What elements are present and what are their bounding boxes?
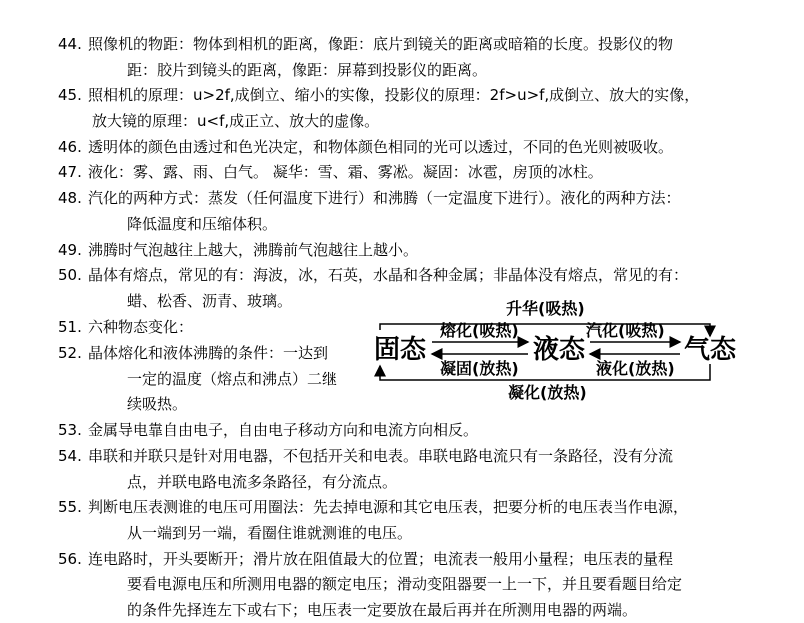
item-text-continued: 要看电源电压和所测用电器的额定电压；滑动变阻器要一上一下，并且要看题目给定 bbox=[127, 575, 683, 593]
item-number: 46. bbox=[58, 138, 82, 156]
item-text: 判断电压表测谁的电压可用圈法：先去掉电源和其它电压表，把要分析的电压表当作电源， bbox=[88, 498, 689, 516]
item-number: 44. bbox=[58, 35, 82, 53]
item-text: 照像机的物距：物体到相机的距离，像距：底片到镜关的距离或暗箱的长度。投影仪的物 bbox=[88, 35, 674, 53]
item-text: 串联和并联只是针对用电器，不包括开关和电表。串联电路电流只有一条路径，没有分流 bbox=[88, 447, 674, 465]
list-item-47 bbox=[58, 159, 603, 185]
deposition-label: 凝化(放热) bbox=[508, 383, 587, 402]
liquid-state-label: 液态 bbox=[533, 335, 586, 365]
item-number: 55. bbox=[58, 498, 82, 516]
item-number: 52. bbox=[58, 344, 82, 362]
list-item-48 bbox=[58, 185, 681, 211]
item-text: 照相机的原理：u>2f,成倒立、缩小的实像，投影仪的原理：2f>u>f,成倒立、放大的实像， bbox=[88, 86, 700, 104]
list-item-56 bbox=[58, 546, 673, 572]
list-item-54 bbox=[58, 443, 673, 469]
list-item-46 bbox=[58, 134, 673, 160]
item-number: 45. bbox=[58, 86, 82, 104]
phase-change-diagram bbox=[368, 292, 744, 404]
liquefaction-label: 液化(放热) bbox=[596, 359, 675, 378]
item-text: 六种物态变化： bbox=[88, 318, 194, 336]
sublimation-label: 升华(吸热) bbox=[506, 299, 585, 318]
item-text-continued: 降低温度和压缩体积。 bbox=[127, 215, 278, 233]
vaporization-label: 汽化(吸热) bbox=[586, 321, 665, 340]
item-text-continued: 从一端到另一端，看圈住谁就测谁的电压。 bbox=[127, 524, 413, 542]
item-number: 56. bbox=[58, 550, 82, 568]
item-text: 晶体有熔点，常见的有：海波，冰，石英，水晶和各种金属；非晶体没有熔点，常见的有： bbox=[88, 266, 689, 284]
gas-state-label: 气态 bbox=[684, 335, 737, 365]
list-item-45 bbox=[58, 82, 699, 108]
item-text-continued: 距：胶片到镜头的距离，像距：屏幕到投影仪的距离。 bbox=[127, 61, 488, 79]
item-text-continued: 一定的温度（熔点和沸点）二继 bbox=[127, 370, 338, 388]
item-text-continued: 放大镜的原理：u<f,成正立、放大的虚像。 bbox=[92, 112, 380, 130]
item-number: 53. bbox=[58, 421, 82, 439]
item-text: 金属导电靠自由电子，自由电子移动方向和电流方向相反。 bbox=[88, 421, 479, 439]
item-number: 48. bbox=[58, 189, 82, 207]
freezing-label: 凝固(放热) bbox=[440, 359, 519, 378]
solid-state-label: 固态 bbox=[374, 335, 427, 365]
item-text: 汽化的两种方式：蒸发（任何温度下进行）和沸腾（一定温度下进行）。液化的两种方法： bbox=[88, 189, 681, 207]
list-item-51 bbox=[58, 314, 193, 340]
item-text: 液化：雾、露、雨、白气。 凝华：雪、霜、雾凇。凝固：冰雹，房顶的冰柱。 bbox=[88, 163, 603, 181]
list-item-52 bbox=[58, 340, 328, 366]
item-number: 50. bbox=[58, 266, 82, 284]
item-text-continued: 点，并联电路电流多条路径，有分流点。 bbox=[127, 473, 398, 491]
item-number: 47. bbox=[58, 163, 82, 181]
list-item-53 bbox=[58, 417, 478, 443]
list-item-49 bbox=[58, 237, 418, 263]
list-item-44 bbox=[58, 31, 673, 57]
list-item-50 bbox=[58, 262, 688, 288]
item-text-continued: 蜡、松香、沥青、玻璃。 bbox=[127, 292, 293, 310]
item-number: 49. bbox=[58, 241, 82, 259]
item-text-continued: 的条件先择连左下或右下；电压表一定要放在最后再并在所测用电器的两端。 bbox=[127, 601, 638, 619]
item-text: 晶体熔化和液体沸腾的条件：一达到 bbox=[88, 344, 329, 362]
item-text-continued: 续吸热。 bbox=[127, 395, 188, 413]
list-item-55 bbox=[58, 494, 688, 520]
melting-label: 熔化(吸热) bbox=[440, 321, 519, 340]
item-text: 连电路时，开头要断开；滑片放在阻值最大的位置；电流表一般用小量程；电压表的量程 bbox=[88, 550, 674, 568]
item-text: 透明体的颜色由透过和色光决定，和物体颜色相同的光可以透过，不同的色光则被吸收。 bbox=[88, 138, 674, 156]
item-number: 51. bbox=[58, 318, 82, 336]
item-number: 54. bbox=[58, 447, 82, 465]
item-text: 沸腾时气泡越往上越大，沸腾前气泡越往上越小。 bbox=[88, 241, 419, 259]
